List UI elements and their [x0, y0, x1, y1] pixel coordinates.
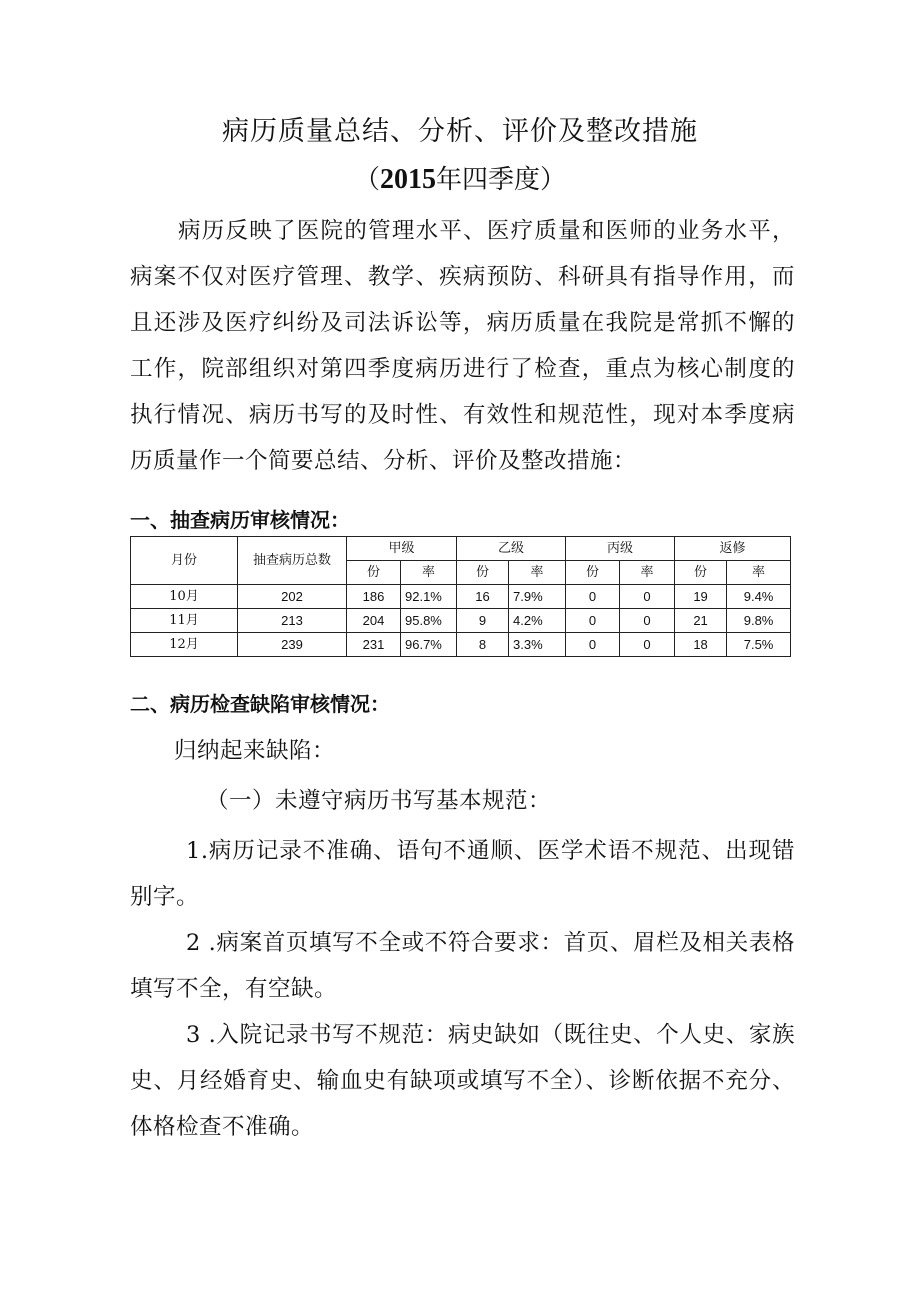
- header-rework: 返修: [675, 537, 791, 561]
- document-title: 病历质量总结、分析、评价及整改措施: [222, 116, 698, 147]
- defect-item-3: 3 .入院记录书写不规范：病史缺如（既往史、个人史、家族史、月经婚育史、输血史有缺项或填写不全）、诊断依据不充分、体格检查不准确。: [130, 1022, 795, 1140]
- cell-grade-a-rate: 95.8%: [401, 609, 457, 633]
- cell-total: 202: [238, 585, 347, 609]
- cell-month: 10月: [131, 585, 238, 609]
- audit-table: [130, 536, 791, 657]
- cell-grade-b-count: 16: [457, 585, 509, 609]
- cell-rework-count: 21: [675, 609, 727, 633]
- cell-rework-rate: 9.4%: [727, 585, 791, 609]
- cell-rework-count: 18: [675, 633, 727, 657]
- cell-grade-c-count: 0: [566, 609, 620, 633]
- subheader-count: 份: [457, 561, 509, 585]
- subtitle-open-paren: （: [353, 165, 380, 195]
- cell-rework-rate: 7.5%: [727, 633, 791, 657]
- cell-grade-b-count: 9: [457, 609, 509, 633]
- intro-paragraph: 病历反映了医院的管理水平、医疗质量和医师的业务水平，病案不仅对医疗管理、教学、疾病预防、科研具有指导作用，而且还涉及医疗纠纷及司法诉讼等，病历质量在我院是常抓不懈的工作，院部组织对第四季度病历进行了检查，重点为核心制度的执行情况、病历书写的及时性、有效性和规范性，现对本季度病历质量作一个简要总结、分析、评价及整改措施：: [130, 218, 795, 474]
- summary-line: 归纳起来缺陷：: [174, 738, 336, 764]
- subheader-rate: 率: [401, 561, 457, 585]
- subheader-rate: 率: [509, 561, 566, 585]
- subheader-rate: 率: [620, 561, 675, 585]
- cell-grade-a-rate: 92.1%: [401, 585, 457, 609]
- subheader-rate: 率: [727, 561, 791, 585]
- defect-item-1: 1.病历记录不准确、语句不通顺、医学术语不规范、出现错别字。: [130, 838, 795, 910]
- subtitle-year: 2015: [380, 164, 436, 195]
- cell-rework-count: 19: [675, 585, 727, 609]
- header-total: 抽查病历总数: [238, 537, 347, 585]
- cell-total: 213: [238, 609, 347, 633]
- cell-rework-rate: 9.8%: [727, 609, 791, 633]
- subtitle-quarter: 年四季度）: [436, 165, 567, 195]
- cell-grade-b-rate: 4.2%: [509, 609, 566, 633]
- table-row: [131, 585, 791, 609]
- header-grade-c: 丙级: [566, 537, 675, 561]
- table-row: [131, 609, 791, 633]
- cell-total: 239: [238, 633, 347, 657]
- defect-item-2: 2 .病案首页填写不全或不符合要求：首页、眉栏及相关表格填写不全，有空缺。: [130, 930, 795, 1002]
- header-month: 月份: [131, 537, 238, 585]
- section-heading-1: 一、抽查病历审核情况：: [130, 508, 350, 532]
- cell-grade-b-count: 8: [457, 633, 509, 657]
- cell-grade-a-count: 186: [347, 585, 401, 609]
- cell-grade-a-rate: 96.7%: [401, 633, 457, 657]
- document-subtitle: [0, 160, 920, 200]
- subheader-count: 份: [566, 561, 620, 585]
- table-row: [131, 633, 791, 657]
- subsection-heading-1: （一）未遵守病历书写基本规范：: [206, 788, 552, 814]
- header-grade-b: 乙级: [457, 537, 566, 561]
- cell-grade-a-count: 204: [347, 609, 401, 633]
- subheader-count: 份: [675, 561, 727, 585]
- cell-grade-b-rate: 7.9%: [509, 585, 566, 609]
- cell-grade-c-rate: 0: [620, 585, 675, 609]
- cell-grade-c-rate: 0: [620, 609, 675, 633]
- section-heading-2: 二、病历检查缺陷审核情况：: [130, 692, 390, 716]
- cell-grade-a-count: 231: [347, 633, 401, 657]
- table-header-row: [131, 537, 791, 561]
- cell-grade-b-rate: 3.3%: [509, 633, 566, 657]
- cell-month: 12月: [131, 633, 238, 657]
- cell-grade-c-count: 0: [566, 633, 620, 657]
- cell-grade-c-rate: 0: [620, 633, 675, 657]
- subheader-count: 份: [347, 561, 401, 585]
- cell-grade-c-count: 0: [566, 585, 620, 609]
- cell-month: 11月: [131, 609, 238, 633]
- header-grade-a: 甲级: [347, 537, 457, 561]
